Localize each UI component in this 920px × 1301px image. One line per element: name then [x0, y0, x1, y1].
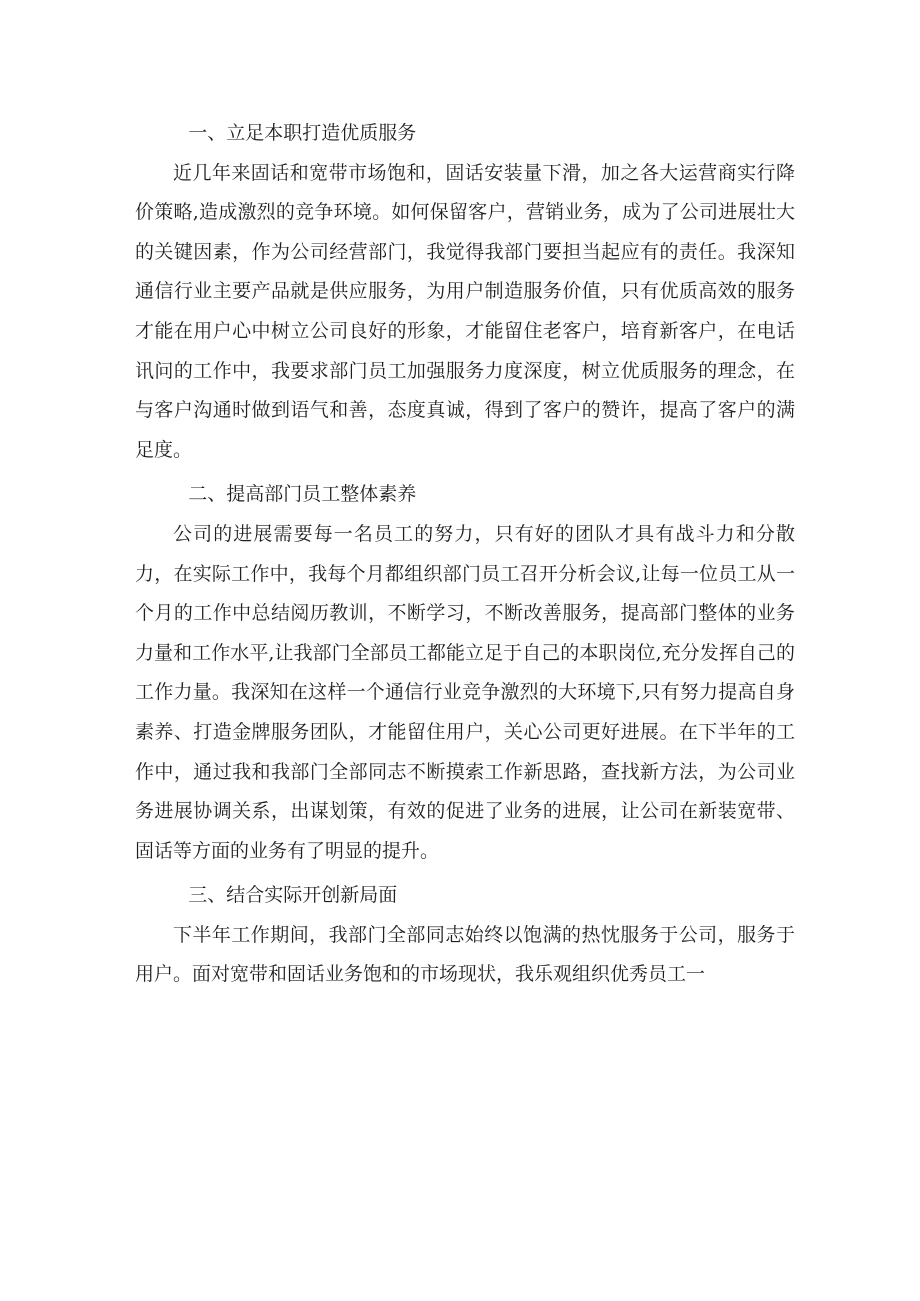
section-paragraph-1: 近几年来固话和宽带市场饱和，固话安装量下滑，加之各大运营商实行降价策略,造成激烈的竞争环境。如何保留客户，营销业务，成为了公司进展壮大的关键因素，作为公司经营部门，我觉得我部门要担当起应有的责任。我深知通信行业主要产品就是供应服务，为用户制造服务价值，只有优质高效的服务才能在用户心中树立公司良好的形象，才能留住老客户，培育新客户，在电话讯问的工作中，我要求部门员工加强服务力度深度，树立优质服务的理念，在与客户沟通时做到语气和善，态度真诚，得到了客户的赞许，提高了客户的满足度。 — [135, 161, 795, 461]
document-body — [135, 114, 795, 995]
section-heading-3: 三、结合实际开创新局面 — [188, 884, 398, 907]
section-paragraph-3: 下半年工作期间，我部门全部同志始终以饱满的热忱服务于公司，服务于用户。面对宽带和固话业务饱和的市场现状，我乐观组织优秀员工一 — [135, 923, 795, 986]
section-heading-2: 二、提高部门员工整体素养 — [188, 483, 417, 506]
section-heading-1: 一、立足本职打造优质服务 — [188, 122, 417, 144]
section-paragraph-2: 公司的进展需要每一名员工的努力，只有好的团队才具有战斗力和分散力，在实际工作中，我每个月都组织部门员工召开分析会议,让每一位员工从一个月的工作中总结阅历教训，不断学习，不断改善服务，提高部门整体的业务力量和工作水平,让我部门全部员工都能立足于自己的本职岗位,充分发挥自己的工作力量。我深知在这样一个通信行业竞争激烈的大环境下,只有努力提高自身素养、打造金牌服务团队，才能留住用户，关心公司更好进展。在下半年的工作中，通过我和我部门全部同志不断摸索工作新思路，查找新方法，为公司业务进展协调关系，出谋划策，有效的促进了业务的进展，让公司在新装宽带、固话等方面的业务有了明显的提升。 — [135, 522, 795, 862]
